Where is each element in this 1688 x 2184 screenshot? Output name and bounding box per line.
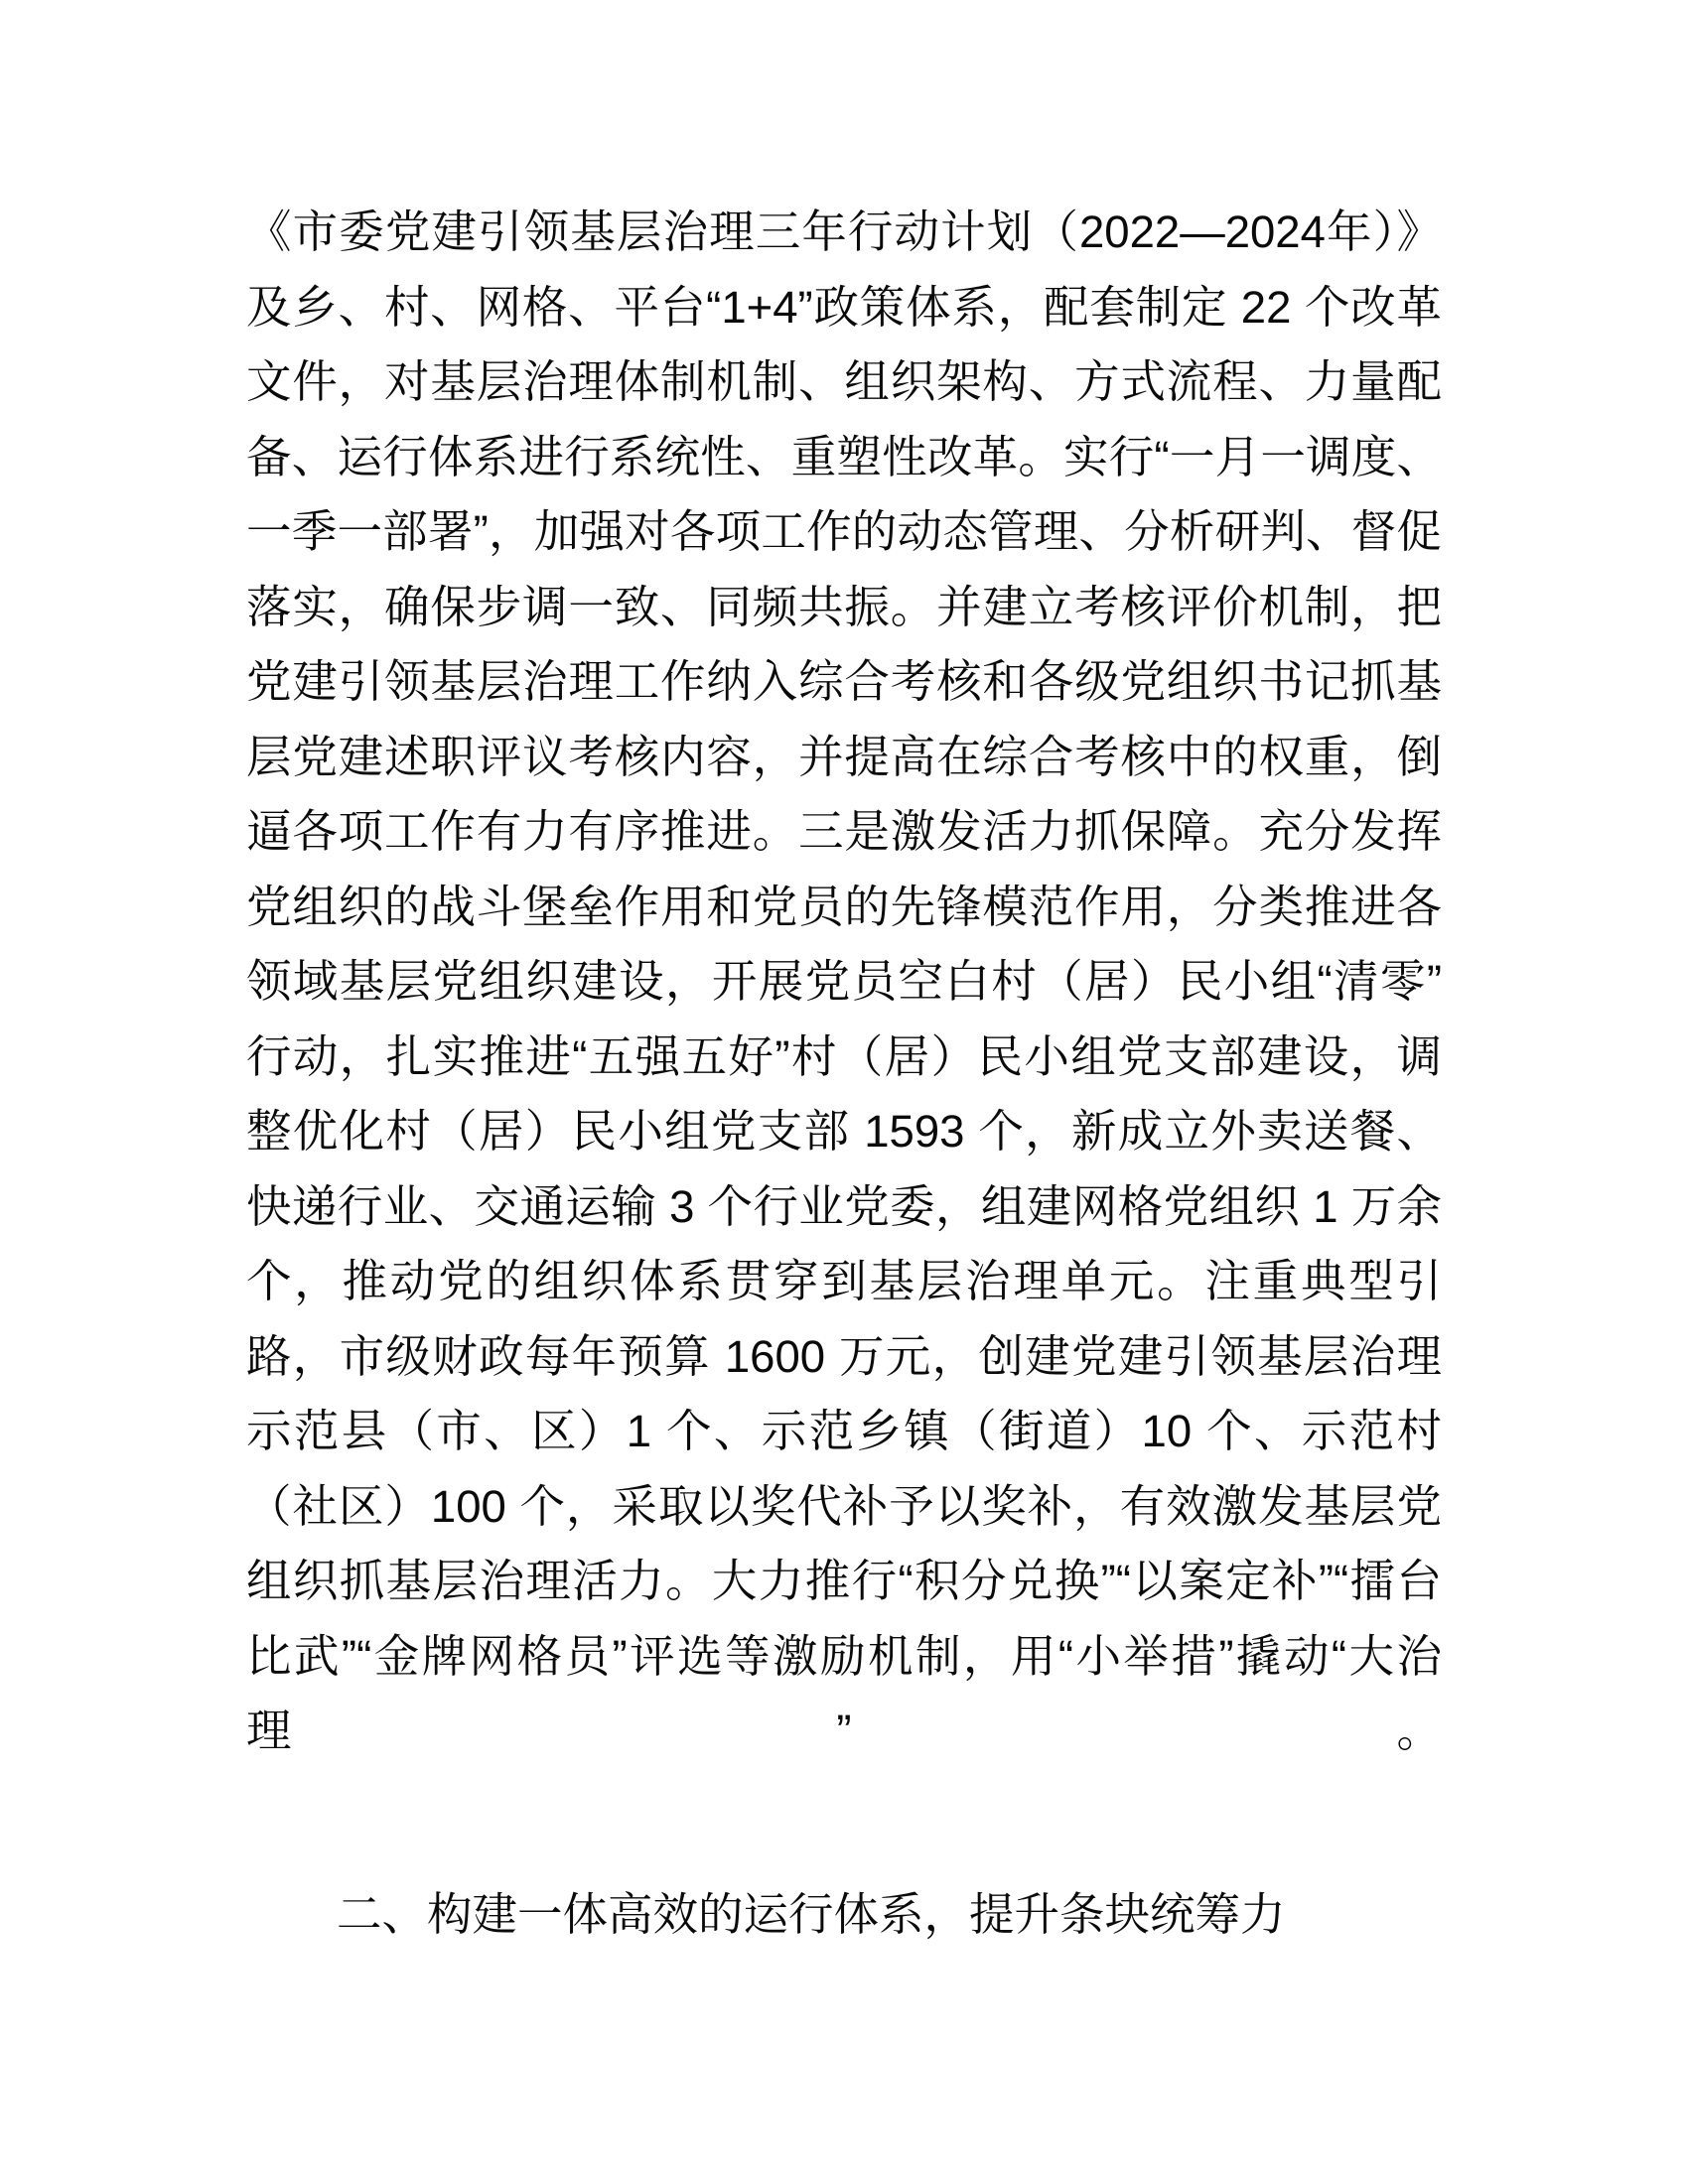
body-paragraph: 《市委党建引领基层治理三年行动计划（2022—2024年）》及乡、村、网格、平台“1+4”政策体系，配套制定 22 个改革文件，对基层治理体制机制、组织架构、方式流程、力量配备、运行体系进行系统性、重塑性改革。实行“一月一调度、一季一部署”，加强对各项工作的动态管理、分析研判、督促落实，确保步调一致、同频共振。并建立考核评价机制，把党建引领基层治理工作纳入综合考核和各级党组织书记抓基层党建述职评议考核内容，并提高在综合考核中的权重，倒逼各项工作有力有序推进。三是激发活力抓保障。充分发挥党组织的战斗堡垒作用和党员的先锋模范作用，分类推进各领域基层党组织建设，开展党员空白村（居）民小组“清零”行动，扎实推进“五强五好”村（居）民小组党支部建设，调整优化村（居）民小组党支部 1593 个，新成立外卖送餐、快递行业、交通运输 3 个行业党委，组建网格党组织 1 万余个，推动党的组织体系贯穿到基层治理单元。注重典型引路，市级财政每年预算 1600 万元，创建党建引领基层治理示范县（市、区）1 个、示范乡镇（街道）10 个、示范村（社区）100 个，采取以奖代补予以奖补，有效激发基层党组织抓基层治理活力。大力推行“积分兑换”“以案定补”“擂台比武”“金牌网格员”评选等激励机制，用“小举措”撬动“大治理”。 — [246, 206, 1442, 1756]
page-content-area — [246, 195, 1442, 1953]
section-heading-two: 二、构建一体高效的运行体系，提升条块统筹力 — [337, 1889, 1286, 1940]
